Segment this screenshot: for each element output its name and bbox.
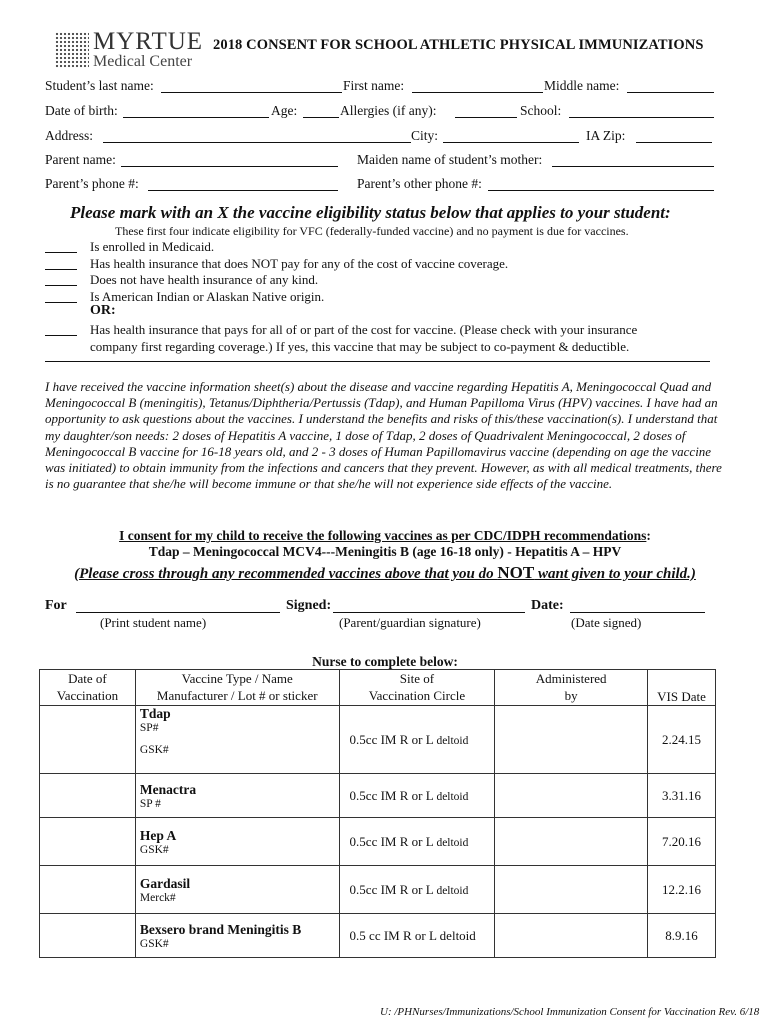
consent-instruction-pre: (Please cross through any recommended vaccines above that you do (74, 566, 498, 582)
admin-cell[interactable] (495, 914, 648, 958)
lot-label: Merck# (139, 891, 176, 904)
vaccine-name: Menactra (139, 781, 197, 797)
option-medicaid-blank[interactable] (45, 252, 77, 253)
consent-not: NOT (497, 563, 535, 582)
admin-cell[interactable] (495, 818, 648, 866)
site-text: 0.5cc IM R or L (349, 731, 434, 747)
header-admin (495, 670, 648, 706)
signature-field[interactable] (333, 598, 525, 613)
vis-cell: 12.2.16 (648, 866, 716, 914)
option-insured-label-1: Has health insurance that pays for all of or part of the cost for vaccine. (Please check with your insurance (90, 322, 638, 337)
middle-name-field[interactable] (627, 78, 714, 93)
last-name-label: Student’s last name: (45, 78, 154, 93)
option-uninsured-blank[interactable] (45, 285, 77, 286)
vaccine-cell[interactable] (135, 866, 339, 914)
option-no-pay-label: Has health insurance that does NOT pay for any of the cost of vaccine coverage. (90, 256, 509, 271)
option-no-pay-blank[interactable] (45, 269, 77, 270)
date-label: Date: (531, 598, 564, 613)
site-small: deltoid (436, 790, 469, 803)
lot-label: GSK# (139, 843, 169, 856)
nurse-title: Nurse to complete below: (312, 654, 458, 669)
vaccine-cell[interactable] (135, 706, 339, 774)
maiden-name-field[interactable] (552, 152, 714, 167)
lot-label-2: GSK# (139, 744, 169, 756)
header-vis (648, 670, 716, 706)
option-uninsured (45, 272, 319, 288)
date-signed-field[interactable] (570, 598, 705, 613)
logo-dot-grid-icon (55, 32, 89, 68)
divider (45, 361, 710, 362)
lot-label: SP# (139, 722, 159, 734)
date-caption: (Date signed) (571, 615, 642, 630)
lot-label: GSK# (139, 937, 169, 950)
vis-cell: 7.20.16 (648, 818, 716, 866)
last-name-field[interactable] (161, 78, 342, 93)
consent-instruction (0, 563, 770, 583)
consent-colon: : (646, 528, 651, 543)
age-field[interactable] (303, 103, 339, 118)
school-label: School: (520, 103, 562, 118)
header-date-2: Vaccination (56, 688, 119, 703)
parent-name-label: Parent name: (45, 152, 116, 167)
date-cell[interactable] (40, 818, 136, 866)
form-title: 2018 CONSENT FOR SCHOOL ATHLETIC PHYSICAL IMMUNIZATIONS (213, 37, 704, 53)
school-field[interactable] (569, 103, 714, 118)
admin-cell[interactable] (495, 866, 648, 914)
site-small: deltoid (436, 734, 469, 747)
header-site-2: Vaccination Circle (368, 688, 466, 703)
date-cell[interactable] (40, 706, 136, 774)
table-row (40, 774, 716, 818)
option-insured-label-2: company first regarding coverage.) If yes, this vaccine that may be subject to co-payment & deductible. (90, 339, 630, 354)
option-native (45, 289, 325, 305)
option-no-pay (45, 256, 509, 272)
option-native-label: Is American Indian or Alaskan Native origin. (90, 289, 325, 304)
city-label: City: (411, 128, 439, 143)
site-text: 0.5 cc IM R or L deltoid (349, 927, 476, 943)
age-label: Age: (271, 103, 298, 118)
option-native-blank[interactable] (45, 302, 77, 303)
row-phones (45, 176, 715, 194)
zip-label: IA Zip: (586, 128, 626, 143)
consent-statement: I have received the vaccine information sheet(s) about the disease and vaccine regarding Hepatitis A, Meningococcal Quad and Meningococcal B (meningitis), Tetanus/Diphtheria/Pertussis (Tdap), and Human Papilloma Virus (HPV) vaccines. I have had an opportunity to ask questions about the vaccines. I understand the benefits and risks of this/these vaccination(s). I understand that my daughter/son needs: 2 doses of Hepatitis A vaccine, 1 dose of Tdap, 2 doses of Quadrivalent Meningococcal, 2 doses of Meningococcal B vaccine for 16-18 years old, and 2 - 3 doses of Human Papillomavirus vaccine (depending on age the vaccine was initiated) to obtain immunity from the infections and cancers that they prevent. However, as with all medical treatments, there is no guarantee that she/he will become immune or that she/he will not experience side effects of the vaccine. (45, 379, 722, 492)
header-type (135, 670, 339, 706)
for-label: For (45, 598, 67, 613)
site-cell (339, 914, 495, 958)
row-address (45, 128, 715, 146)
student-name-field[interactable] (76, 598, 280, 613)
site-cell (339, 774, 495, 818)
admin-cell[interactable] (495, 774, 648, 818)
header-site (339, 670, 495, 706)
table-row (40, 818, 716, 866)
footer-path: U: /PHNurses/Immunizations/School Immunization Consent for Vaccination Rev. 6/18 (380, 1006, 760, 1018)
vaccine-name: Hep A (139, 827, 177, 843)
middle-name-label: Middle name: (544, 78, 620, 93)
vaccine-cell[interactable] (135, 818, 339, 866)
row-names (45, 78, 715, 96)
allergies-label: Allergies (if any): (340, 103, 437, 118)
row-dob (45, 103, 715, 121)
dob-label: Date of birth: (45, 103, 118, 118)
header-date (40, 670, 136, 706)
dob-field[interactable] (123, 103, 269, 118)
lot-label: SP # (139, 797, 161, 810)
eligibility-heading: Please mark with an X the vaccine eligibility status below that applies to your student: (70, 203, 671, 222)
zip-field[interactable] (636, 128, 712, 143)
option-medicaid (45, 239, 215, 255)
or-label: OR: (90, 303, 116, 318)
signed-label: Signed: (286, 598, 332, 613)
option-insured-blank[interactable] (45, 335, 77, 336)
admin-cell[interactable] (495, 706, 648, 774)
first-name-field[interactable] (412, 78, 543, 93)
site-small: deltoid (436, 884, 469, 897)
print-name-caption: (Print student name) (100, 615, 207, 630)
myrtue-logo (55, 28, 204, 72)
row-parent (45, 152, 715, 170)
header-vis-label: VIS Date (657, 689, 706, 704)
header-type-2: Manufacturer / Lot # or sticker (156, 688, 318, 703)
date-cell[interactable] (40, 914, 136, 958)
site-small: deltoid (436, 836, 469, 849)
header-admin-2: by (564, 688, 578, 703)
first-name-label: First name: (343, 78, 405, 93)
logo-name: MYRTUE (93, 28, 204, 55)
logo-sub: Medical Center (93, 53, 193, 70)
site-text: 0.5cc IM R or L (349, 881, 434, 897)
vaccine-name: Bexsero brand Meningitis B (139, 921, 302, 937)
vis-cell: 3.31.16 (648, 774, 716, 818)
allergies-field[interactable] (455, 103, 517, 118)
table-row (40, 914, 716, 958)
parent-other-phone-field[interactable] (488, 176, 714, 191)
vis-cell: 8.9.16 (648, 914, 716, 958)
parent-other-phone-label: Parent’s other phone #: (357, 176, 482, 191)
header-site-1: Site of (399, 671, 435, 686)
table-row (40, 706, 716, 774)
eligibility-note: These first four indicate eligibility for VFC (federally-funded vaccine) and no payment is due for vaccines. (115, 224, 629, 238)
site-cell (339, 818, 495, 866)
consent-line-1 (0, 528, 770, 544)
consent-line-1-text: I consent for my child to receive the following vaccines as per CDC/IDPH recommendations (119, 528, 647, 543)
parent-phone-field[interactable] (148, 176, 338, 191)
date-cell[interactable] (40, 774, 136, 818)
consent-vaccine-list: Tdap – Meningococcal MCV4---Meningitis B (age 16-18 only) - Hepatitis A – HPV (148, 544, 622, 559)
option-medicaid-label: Is enrolled in Medicaid. (90, 239, 215, 254)
date-cell[interactable] (40, 866, 136, 914)
site-text: 0.5cc IM R or L (349, 787, 434, 803)
city-field[interactable] (443, 128, 579, 143)
parent-phone-label: Parent’s phone #: (45, 176, 139, 191)
address-field[interactable] (103, 128, 411, 143)
header-admin-1: Administered (535, 671, 607, 686)
consent-instruction-post: want given to your child.) (534, 566, 696, 582)
site-cell (339, 866, 495, 914)
table-row (40, 866, 716, 914)
vaccine-name: Tdap (139, 706, 171, 721)
option-insured (45, 322, 638, 354)
vaccine-cell[interactable] (135, 914, 339, 958)
site-cell (339, 706, 495, 774)
header-type-1: Vaccine Type / Name (181, 671, 293, 686)
vis-cell: 2.24.15 (648, 706, 716, 774)
address-label: Address: (45, 128, 93, 143)
option-uninsured-label: Does not have health insurance of any kind. (90, 272, 319, 287)
parent-name-field[interactable] (121, 152, 338, 167)
signature-caption: (Parent/guardian signature) (339, 615, 481, 630)
table-header (40, 670, 716, 706)
vaccine-cell[interactable] (135, 774, 339, 818)
site-text: 0.5cc IM R or L (349, 833, 434, 849)
maiden-name-label: Maiden name of student’s mother: (357, 152, 543, 167)
vaccine-name: Gardasil (139, 875, 191, 891)
header-date-1: Date of (68, 671, 107, 686)
vaccine-table (39, 669, 716, 958)
